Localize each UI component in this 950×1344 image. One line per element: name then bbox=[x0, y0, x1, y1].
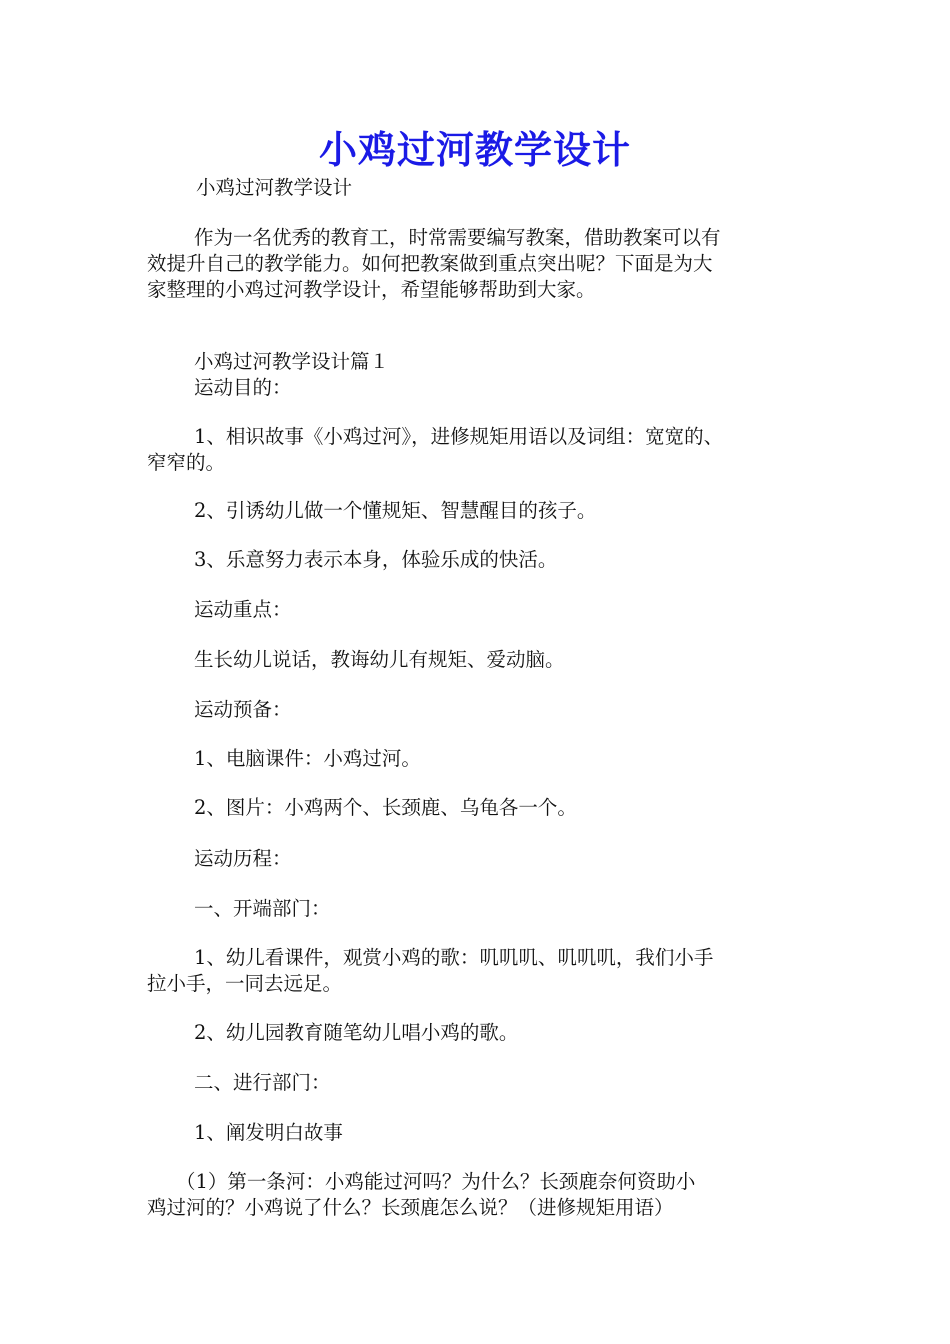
process-heading: 运动历程： bbox=[194, 847, 292, 870]
goal-3: 3、乐意努力表示本身，体验乐成的快活。 bbox=[194, 548, 558, 571]
intro-line-1: 作为一名优秀的教育工，时常需要编写教案，借助教案可以有 bbox=[194, 226, 721, 249]
goal-1-line-1: 1、相识故事《小鸡过河》，进修规矩用语以及词组：宽宽的、 bbox=[194, 425, 724, 448]
goal-1-line-2: 窄窄的。 bbox=[147, 451, 226, 474]
prep-item-1: 1、电脑课件：小鸡过河。 bbox=[194, 747, 421, 770]
part-2-step-1: 1、阐发明白故事 bbox=[194, 1121, 343, 1144]
part-2-question-1-line-1: （1）第一条河：小鸡能过河吗？为什么？长颈鹿奈何资助小 bbox=[176, 1170, 696, 1193]
part-1-step-1-line-2: 拉小手，一同去远足。 bbox=[147, 972, 343, 995]
intro-line-3: 家整理的小鸡过河教学设计，希望能够帮助到大家。 bbox=[147, 278, 596, 301]
prep-item-2: 2、图片：小鸡两个、长颈鹿、乌龟各一个。 bbox=[194, 796, 577, 819]
prep-heading: 运动预备： bbox=[194, 698, 292, 721]
intro-line-2: 效提升自己的教学能力。如何把教案做到重点突出呢？下面是为大 bbox=[147, 252, 713, 275]
part-1-step-2: 2、幼儿园教育随笔幼儿唱小鸡的歌。 bbox=[194, 1021, 519, 1044]
document-subtitle: 小鸡过河教学设计 bbox=[196, 176, 353, 199]
part-2-question-1-line-2: 鸡过河的？小鸡说了什么？长颈鹿怎么说？（进修规矩用语） bbox=[147, 1196, 674, 1219]
focus-text: 生长幼儿说话，教诲幼儿有规矩、爱动脑。 bbox=[194, 648, 565, 671]
part-1-heading: 一、开端部门： bbox=[194, 897, 331, 920]
section-heading: 小鸡过河教学设计篇１ bbox=[194, 350, 390, 373]
part-1-step-1-line-1: 1、幼儿看课件，观赏小鸡的歌：叽叽叽、叽叽叽，我们小手 bbox=[194, 946, 714, 969]
part-2-heading: 二、进行部门： bbox=[194, 1071, 331, 1094]
goal-2: 2、引诱幼儿做一个懂规矩、智慧醒目的孩子。 bbox=[194, 499, 597, 522]
document-title: 小鸡过河教学设计 bbox=[318, 127, 631, 172]
goal-heading: 运动目的： bbox=[194, 376, 292, 399]
focus-heading: 运动重点： bbox=[194, 598, 292, 621]
